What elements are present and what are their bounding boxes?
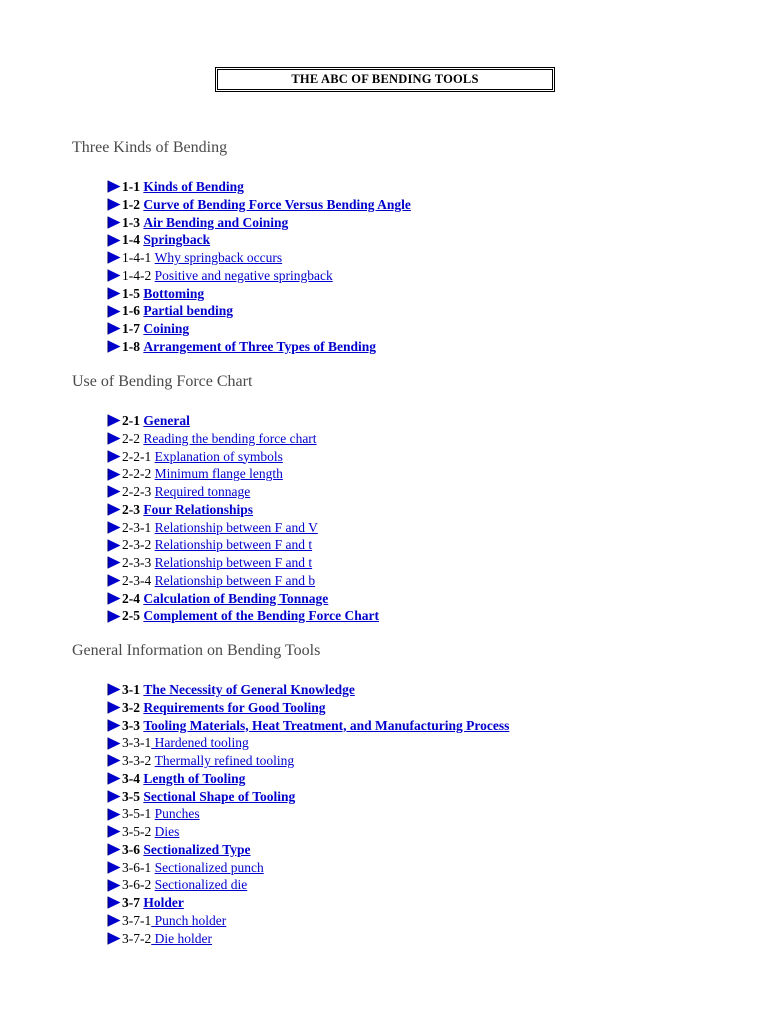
toc-link[interactable]: Coining xyxy=(143,321,190,336)
right-triangle-icon xyxy=(107,932,121,945)
toc-item-number: 2-4 xyxy=(122,590,144,606)
toc-item xyxy=(107,894,509,912)
toc-link[interactable]: Thermally refined tooling xyxy=(154,753,295,768)
toc-link[interactable]: Springback xyxy=(143,232,211,248)
toc-link[interactable]: Length of Tooling xyxy=(143,770,246,786)
toc-item-number: 2-3-4 xyxy=(122,572,155,588)
toc-link[interactable]: Arrangement of Three Types of Bending xyxy=(143,338,376,354)
right-triangle-icon xyxy=(107,879,121,892)
toc-item-number: 3-6 xyxy=(122,841,144,857)
section-heading: Three Kinds of Bending xyxy=(72,139,228,156)
toc-link[interactable]: Kinds of Bending xyxy=(143,179,244,194)
toc-item-number: 2-2-1 xyxy=(122,448,155,464)
toc-link[interactable]: Partial bending xyxy=(143,303,234,319)
toc-item xyxy=(107,734,509,752)
toc-item xyxy=(107,231,411,249)
toc-item xyxy=(107,320,411,338)
toc-item xyxy=(107,590,379,608)
toc-item xyxy=(107,859,509,877)
toc-link[interactable]: Why springback occurs xyxy=(154,250,283,265)
right-triangle-icon xyxy=(107,610,121,623)
toc-item xyxy=(107,699,509,717)
right-triangle-icon xyxy=(107,843,121,856)
toc-item-number: 1-3 xyxy=(122,214,144,230)
right-triangle-icon xyxy=(107,450,121,463)
toc-item-number: 2-3-2 xyxy=(122,537,155,553)
toc-item xyxy=(107,483,379,501)
right-triangle-icon xyxy=(107,432,121,445)
toc-link[interactable]: Relationship between F and b xyxy=(154,572,316,588)
right-triangle-icon xyxy=(107,914,121,927)
right-triangle-icon xyxy=(107,825,121,838)
toc-link[interactable]: Required tonnage xyxy=(154,484,251,499)
toc-item xyxy=(107,607,379,625)
right-triangle-icon xyxy=(107,485,121,498)
toc-link[interactable]: Explanation of symbols xyxy=(154,448,283,464)
toc-item xyxy=(107,554,379,572)
toc-link[interactable]: Tooling Materials, Heat Treatment, and Manufacturing Process xyxy=(143,717,510,733)
toc-item xyxy=(107,196,411,214)
right-triangle-icon xyxy=(107,719,121,732)
toc-link[interactable]: General xyxy=(143,413,190,428)
toc-item-number: 3-5-1 xyxy=(122,806,155,822)
toc-item-number: 3-6-1 xyxy=(122,859,155,875)
right-triangle-icon xyxy=(107,754,121,767)
right-triangle-icon xyxy=(107,216,121,229)
right-triangle-icon xyxy=(107,251,121,264)
toc-link[interactable]: Relationship between F and t xyxy=(154,537,313,553)
toc-item xyxy=(107,519,379,537)
toc-item xyxy=(107,930,509,948)
right-triangle-icon xyxy=(107,414,121,427)
toc-item-number: 1-4-2 xyxy=(122,267,155,283)
toc-link[interactable]: Dies xyxy=(154,824,180,839)
toc-item-number: 3-5 xyxy=(122,788,144,804)
toc-link[interactable]: Relationship between F and t xyxy=(154,555,313,570)
right-triangle-icon xyxy=(107,503,121,516)
right-triangle-icon xyxy=(107,896,121,909)
right-triangle-icon xyxy=(107,198,121,211)
right-triangle-icon xyxy=(107,269,121,282)
toc-item xyxy=(107,912,509,930)
right-triangle-icon xyxy=(107,737,121,750)
toc-link[interactable]: Four Relationships xyxy=(143,501,254,517)
toc-item-number: 2-3-3 xyxy=(122,555,155,570)
right-triangle-icon xyxy=(107,683,121,696)
toc-item-number: 3-4 xyxy=(122,770,144,786)
right-triangle-icon xyxy=(107,521,121,534)
toc-item xyxy=(107,752,509,770)
toc-item-number: 1-6 xyxy=(122,303,144,319)
toc-item-number: 2-3-1 xyxy=(122,519,155,535)
toc-item-number: 3-6-2 xyxy=(122,877,155,893)
toc-item-number: 1-8 xyxy=(122,338,144,354)
right-triangle-icon xyxy=(107,305,121,318)
right-triangle-icon xyxy=(107,287,121,300)
toc-item xyxy=(107,285,411,303)
toc-link[interactable]: Air Bending and Coining xyxy=(143,214,289,230)
toc-list xyxy=(107,178,411,356)
toc-item xyxy=(107,430,379,448)
toc-item xyxy=(107,788,509,806)
toc-link[interactable]: Sectionalized Type xyxy=(143,841,251,857)
toc-item xyxy=(107,717,509,735)
right-triangle-icon xyxy=(107,772,121,785)
toc-item-number: 2-2-3 xyxy=(122,484,155,499)
section-heading: General Information on Bending Tools xyxy=(72,642,321,659)
toc-item-number: 2-2 xyxy=(122,430,144,446)
toc-item-number: 1-7 xyxy=(122,321,144,336)
toc-item-number: 3-5-2 xyxy=(122,824,155,839)
toc-item xyxy=(107,572,379,590)
toc-link[interactable]: Punch holder xyxy=(151,912,227,928)
toc-item-number: 3-1 xyxy=(122,682,144,697)
right-triangle-icon xyxy=(107,808,121,821)
right-triangle-icon xyxy=(107,701,121,714)
toc-item-number: 3-3-2 xyxy=(122,753,155,768)
right-triangle-icon xyxy=(107,574,121,587)
toc-item xyxy=(107,823,509,841)
toc-link[interactable]: Relationship between F and V xyxy=(154,519,318,535)
toc-item-number: 3-7 xyxy=(122,895,144,910)
right-triangle-icon xyxy=(107,468,121,481)
toc-item-number: 1-1 xyxy=(122,179,144,194)
toc-item xyxy=(107,501,379,519)
right-triangle-icon xyxy=(107,861,121,874)
toc-link[interactable]: Bottoming xyxy=(143,285,205,301)
toc-item-number: 1-2 xyxy=(122,196,144,212)
toc-link[interactable]: Requirements for Good Tooling xyxy=(143,699,326,715)
toc-link[interactable]: Hardened tooling xyxy=(151,735,249,751)
section-heading: Use of Bending Force Chart xyxy=(72,373,253,390)
toc-link[interactable]: Minimum flange length xyxy=(154,466,283,482)
toc-item-number: 3-7-1 xyxy=(122,912,152,928)
toc-item xyxy=(107,805,509,823)
toc-list xyxy=(107,412,379,625)
toc-link[interactable]: Curve of Bending Force Versus Bending Angle xyxy=(143,196,411,212)
document-title-box xyxy=(215,67,555,92)
toc-item-number: 2-1 xyxy=(122,413,144,428)
toc-item-number: 3-3 xyxy=(122,717,144,733)
right-triangle-icon xyxy=(107,234,121,247)
right-triangle-icon xyxy=(107,556,121,569)
toc-item xyxy=(107,267,411,285)
toc-item-number: 1-5 xyxy=(122,285,144,301)
toc-link[interactable]: Sectional Shape of Tooling xyxy=(143,788,296,804)
toc-item xyxy=(107,876,509,894)
toc-item xyxy=(107,338,411,356)
toc-link[interactable]: Complement of the Bending Force Chart xyxy=(143,608,379,624)
toc-item xyxy=(107,214,411,232)
right-triangle-icon xyxy=(107,539,121,552)
toc-item-number: 2-3 xyxy=(122,501,144,517)
toc-link[interactable]: Reading the bending force chart xyxy=(143,430,317,446)
toc-item xyxy=(107,681,509,699)
toc-item-number: 2-5 xyxy=(122,608,144,624)
toc-link[interactable]: Sectionalized die xyxy=(154,877,248,893)
right-triangle-icon xyxy=(107,790,121,803)
toc-item-number: 3-2 xyxy=(122,699,144,715)
right-triangle-icon xyxy=(107,180,121,193)
toc-item xyxy=(107,770,509,788)
toc-link[interactable]: Sectionalized punch xyxy=(154,859,264,875)
toc-link[interactable]: Punches xyxy=(154,806,200,822)
toc-item-number: 3-7-2 xyxy=(122,930,152,946)
right-triangle-icon xyxy=(107,340,121,353)
toc-link[interactable]: Die holder xyxy=(151,930,212,946)
toc-item-number: 1-4-1 xyxy=(122,250,155,265)
right-triangle-icon xyxy=(107,592,121,605)
toc-item xyxy=(107,249,411,267)
toc-item xyxy=(107,412,379,430)
toc-link[interactable]: Calculation of Bending Tonnage xyxy=(143,590,329,606)
toc-item-number: 2-2-2 xyxy=(122,466,155,482)
toc-item-number: 1-4 xyxy=(122,232,144,248)
right-triangle-icon xyxy=(107,322,121,335)
toc-item xyxy=(107,536,379,554)
toc-link[interactable]: Holder xyxy=(143,895,184,910)
toc-list xyxy=(107,681,509,947)
toc-item xyxy=(107,841,509,859)
toc-item xyxy=(107,448,379,466)
toc-link[interactable]: The Necessity of General Knowledge xyxy=(143,682,355,697)
toc-item xyxy=(107,178,411,196)
toc-item xyxy=(107,302,411,320)
document-title: THE ABC OF BENDING TOOLS xyxy=(291,72,479,86)
toc-item-number: 3-3-1 xyxy=(122,735,152,751)
toc-item xyxy=(107,465,379,483)
toc-link[interactable]: Positive and negative springback xyxy=(154,267,333,283)
